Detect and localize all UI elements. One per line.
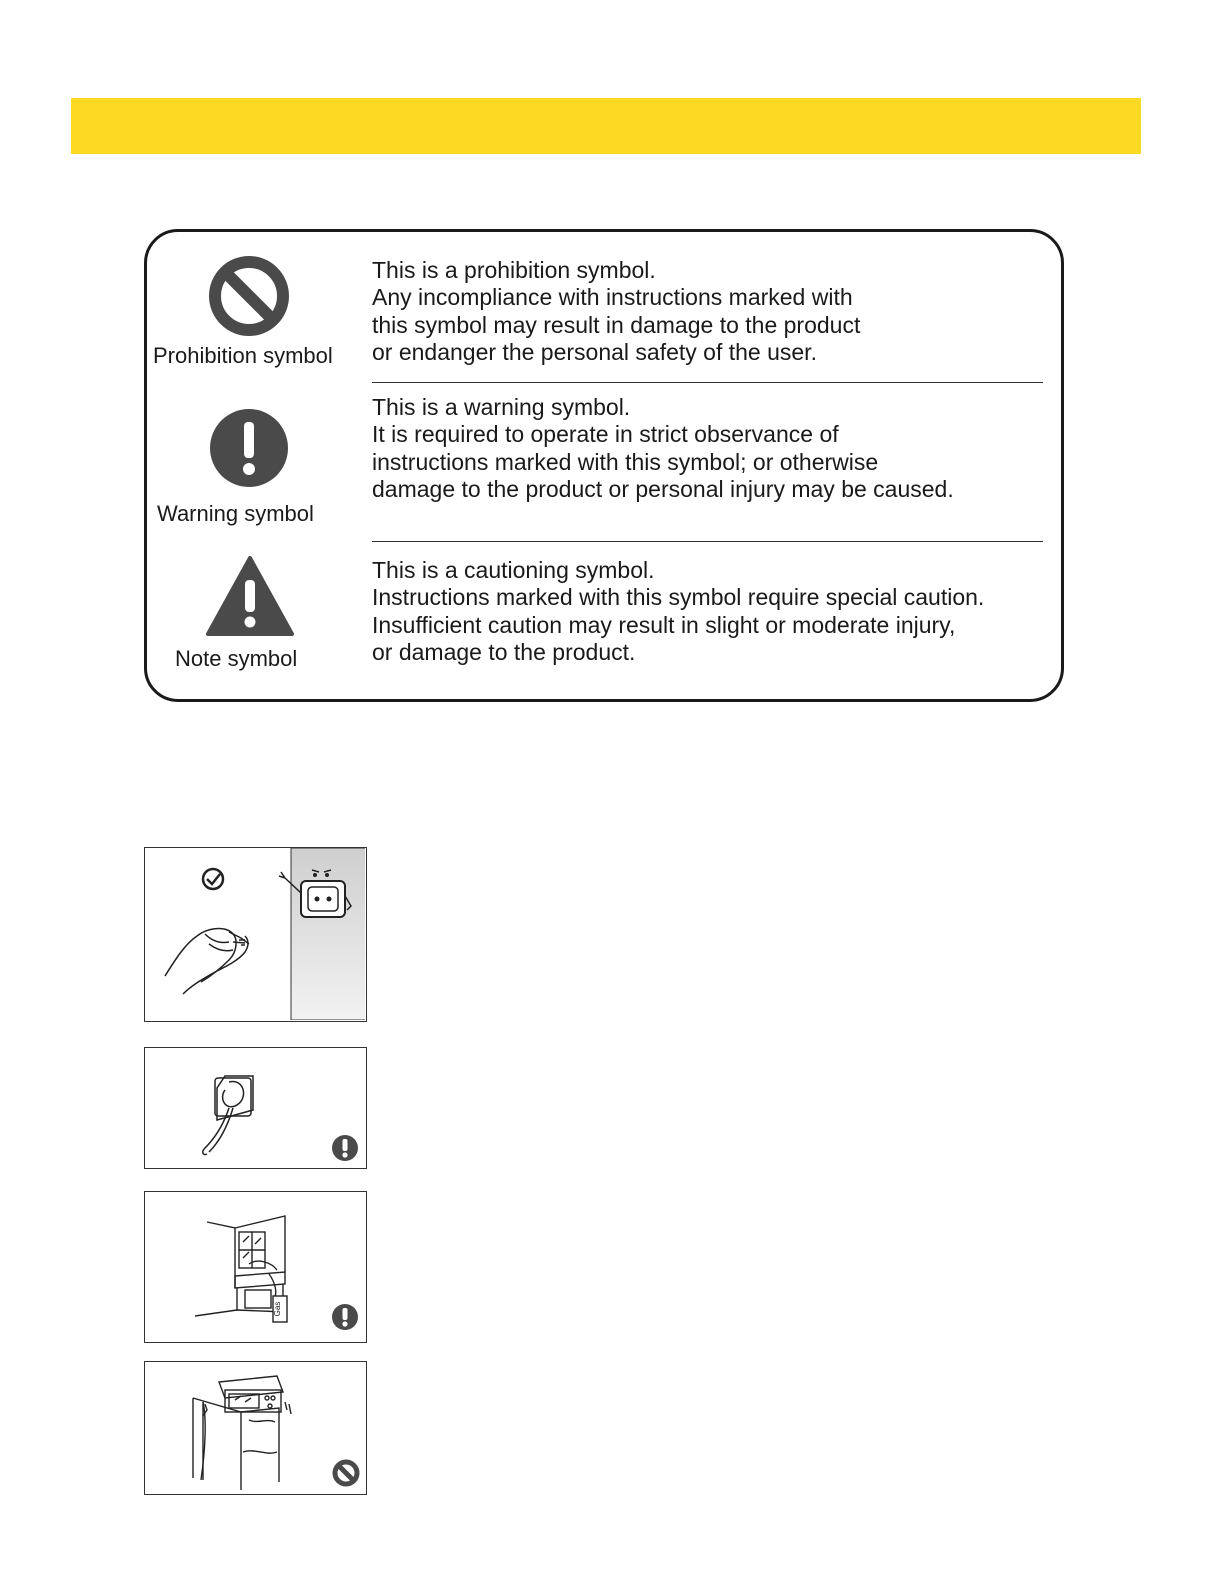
warning-description [372, 394, 954, 503]
power-outlet-illustration [144, 1047, 367, 1169]
unplug-by-hand-illustration [144, 847, 367, 1022]
description-line: this symbol may result in damage to the product [372, 311, 861, 338]
gas-sign-icon [273, 1296, 287, 1322]
warning-icon [332, 1304, 358, 1330]
description-line: Insufficient caution may result in slight or moderate injury, [372, 611, 956, 638]
prohibition-icon [207, 254, 291, 338]
gas-sign-label: Gas [273, 1301, 282, 1317]
prohibition-icon [335, 1462, 357, 1484]
section-divider [372, 382, 1043, 383]
description-line: instructions marked with this symbol; or otherwise [372, 448, 879, 475]
symbol-legend-box [144, 229, 1064, 702]
appliance-on-top-illustration [144, 1361, 367, 1495]
description-line: or endanger the personal safety of the user. [372, 338, 817, 365]
description-line: Instructions marked with this symbol require special caution. [372, 584, 985, 611]
note-symbol-label: Note symbol [175, 646, 298, 671]
caution-description [372, 557, 984, 666]
description-line: Any incompliance with instructions marked with [372, 284, 853, 311]
description-line: This is a warning symbol. [372, 394, 631, 420]
description-line: This is a cautioning symbol. [372, 557, 655, 583]
kitchen-corner-icon [195, 1216, 285, 1316]
caution-icon [204, 554, 296, 638]
description-line: This is a prohibition symbol. [372, 257, 656, 283]
kitchen-placement-illustration [144, 1191, 367, 1343]
outlet-with-cord-icon [203, 1076, 253, 1155]
section-divider [372, 541, 1043, 542]
warning-symbol-label: Warning symbol [157, 501, 314, 526]
hand-with-plug-icon [165, 929, 249, 994]
warning-icon [209, 408, 289, 488]
description-line: It is required to operate in strict observance of [372, 421, 839, 448]
warning-icon [332, 1135, 358, 1161]
header-banner [71, 98, 1141, 154]
description-line: damage to the product or personal injury may be caused. [372, 475, 954, 502]
description-line: or damage to the product. [372, 638, 636, 665]
appliance-on-cabinet-icon [193, 1376, 291, 1490]
prohibition-description [372, 257, 860, 366]
check-icon [203, 869, 223, 889]
prohibition-symbol-label: Prohibition symbol [153, 343, 333, 368]
